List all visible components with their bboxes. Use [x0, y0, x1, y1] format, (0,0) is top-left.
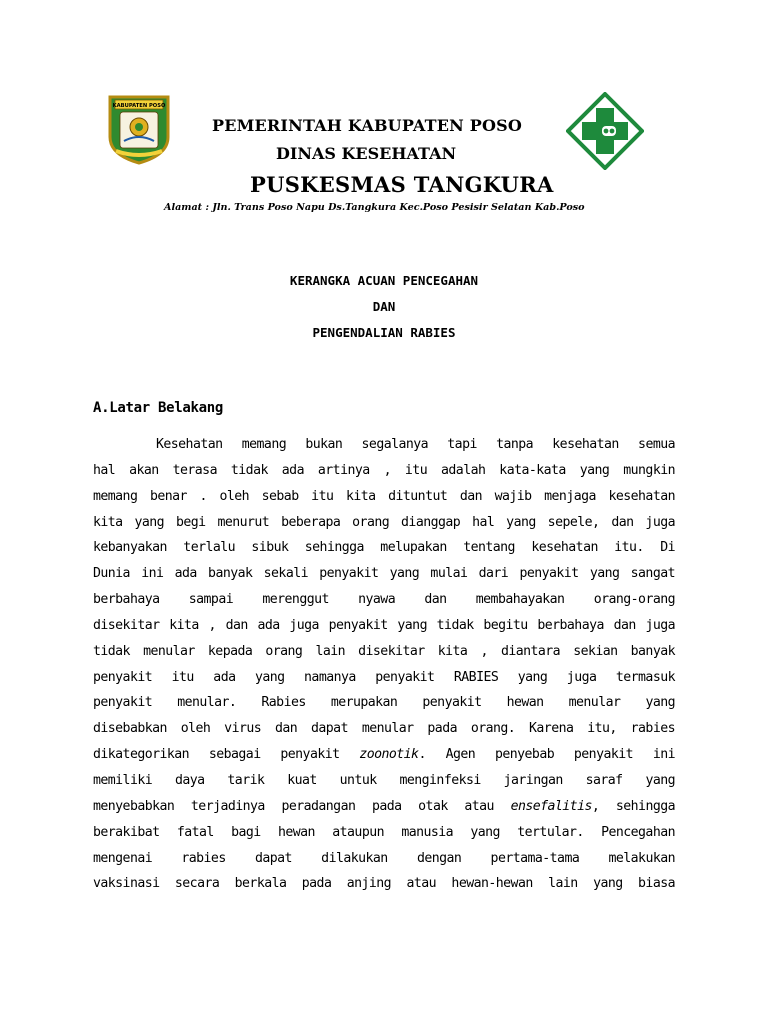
paragraph-line: tidak menular kepada orang lain disekitar kita , diantara sekian banyak: [93, 643, 675, 659]
paragraph-line: vaksinasi secara berkala pada anjing atau hewan-hewan lain yang biasa: [93, 876, 675, 892]
paragraph-line: Kesehatan memang bukan segalanya tapi tanpa kesehatan semua: [156, 437, 675, 452]
text-run: . Agen penyebab penyakit ini: [418, 747, 675, 763]
puskesmas-cross-icon: [566, 92, 644, 170]
paragraph-line: Dunia ini ada banyak sekali penyakit yang mulai dari penyakit yang sangat: [93, 566, 675, 582]
paragraph-line-ensefalitis: [93, 794, 675, 820]
italic-term: ensefalitis: [510, 798, 592, 814]
paragraph-line: kita yang begi menurut beberapa orang dianggap hal yang sepele, dan juga: [93, 514, 675, 530]
letterhead-agency: DINAS KESEHATAN: [276, 144, 457, 163]
letterhead-puskesmas: PUSKESMAS TANGKURA: [250, 172, 554, 197]
paragraph-line: penyakit itu ada yang namanya penyakit RABIES yang juga termasuk: [93, 669, 675, 685]
paragraph-line: berbahaya sampai merenggut nyawa dan membahayakan orang-orang: [93, 592, 675, 608]
paragraph-line: memiliki daya tarik kuat untuk menginfeksi jaringan saraf yang: [93, 772, 675, 788]
letterhead-address: Alamat : Jln. Trans Poso Napu Ds.Tangkura Kec.Poso Pesisir Selatan Kab.Poso: [164, 202, 585, 213]
paragraph-line: mengenai rabies dapat dilakukan dengan pertama-tama melakukan: [93, 850, 675, 866]
paragraph-line: memang benar . oleh sebab itu kita dituntut dan wajib menjaga kesehatan: [93, 488, 675, 504]
paragraph-line: penyakit menular. Rabies merupakan penyakit hewan menular yang: [93, 695, 675, 711]
paragraph-line: kebanyakan terlalu sibuk sehingga melupakan tentang kesehatan itu. Di: [93, 540, 675, 556]
document-title-line1: KERANGKA ACUAN PENCEGAHAN: [289, 273, 479, 288]
document-title-line2: DAN: [372, 299, 396, 314]
section-heading: A.Latar Belakang: [93, 400, 224, 416]
text-run: menyebabkan terjadinya peradangan pada otak atau: [93, 798, 511, 814]
paragraph-line: berakibat fatal bagi hewan ataupun manusia yang tertular. Pencegahan: [93, 824, 675, 840]
body-paragraph: [93, 432, 675, 897]
document-title-line3: PENGENDALIAN RABIES: [312, 325, 456, 340]
paragraph-line: hal akan terasa tidak ada artinya , itu adalah kata-kata yang mungkin: [93, 462, 675, 478]
paragraph-line-zoonotik: [93, 742, 675, 768]
italic-term: zoonotik: [359, 747, 419, 763]
crest-label: KABUPATEN POSO: [112, 103, 166, 109]
letterhead-government: PEMERINTAH KABUPATEN POSO: [212, 116, 522, 135]
text-run: dikategorikan sebagai penyakit: [93, 747, 360, 763]
text-run: , sehingga: [591, 798, 675, 814]
paragraph-line: disekitar kita , dan ada juga penyakit yang tidak begitu berbahaya dan juga: [93, 617, 675, 633]
paragraph-line: disebabkan oleh virus dan dapat menular pada orang. Karena itu, rabies: [93, 721, 675, 737]
